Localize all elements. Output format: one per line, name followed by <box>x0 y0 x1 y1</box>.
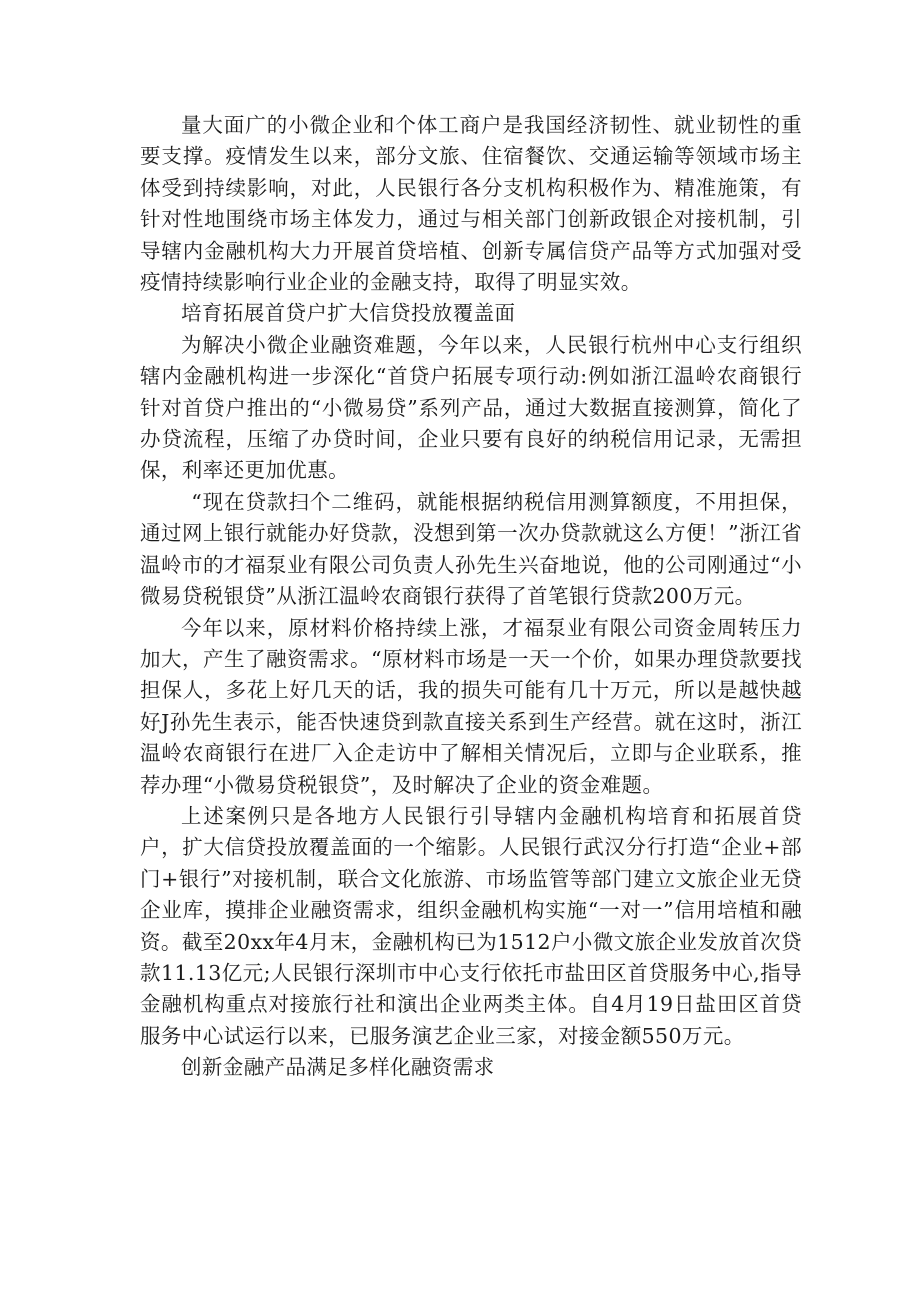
paragraph-caifu: 今年以来，原材料价格持续上涨，才福泵业有限公司资金周转压力加大，产生了融资需求。“原材料市场是一天一个价，如果办理贷款要找担保人，多花上好几天的话，我的损失可能有几十万元，所以是越快越好J孙先生表示，能否快速贷到款直接关系到生产经营。就在这时，浙江温岭农商银行在进厂入企走访中了解相关情况后，立即与企业联系，推荐办理“小微易贷税银贷”，及时解决了企业的资金难题。 <box>140 615 802 797</box>
paragraph-intro: 量大面广的小微企业和个体工商户是我国经济韧性、就业韧性的重要支撑。疫情发生以来，部分文旅、住宿餐饮、交通运输等领域市场主体受到持续影响，对此，人民银行各分支机构积极作为、精准施策，有针对性地围绕市场主体发力，通过与相关部门创新政银企对接机制，引导辖内金融机构大力开展首贷培植、创新专属信贷产品等方式加强对受疫情持续影响行业企业的金融支持，取得了明显实效。 <box>140 113 802 295</box>
section-heading-products: 创新金融产品满足多样化融资需求 <box>181 1055 495 1080</box>
paragraph-hangzhou: 为解决小微企业融资难题，今年以来，人民银行杭州中心支行组织辖内金融机构进一步深化“首贷户拓展专项行动:例如浙江温岭农商银行针对首贷户推出的“小微易贷”系列产品，通过大数据直接测算，简化了办贷流程，压缩了办贷时间，企业只要有良好的纳税信用记录，无需担保，利率还更加优惠。 <box>140 332 802 483</box>
paragraph-cases: 上述案例只是各地方人民银行引导辖内金融机构培育和拓展首贷户，扩大信贷投放覆盖面的一个缩影。人民银行武汉分行打造“企业+部门+银行”对接机制，联合文化旅游、市场监管等部门建立文旅企业无贷企业库，摸排企业融资需求，组织金融机构实施“一对一”信用培植和融资。截至20xx年4月末，金融机构已为1512户小微文旅企业发放首次贷款11.13亿元;人民银行深圳市中心支行依托市盐田区首贷服务中心,指导金融机构重点对接旅行社和演出企业两类主体。自4月19日盐田区首贷服务中心试运行以来，已服务演艺企业三家，对接金额550万元。 <box>140 803 802 1048</box>
paragraph-quote: “现在贷款扫个二维码，就能根据纳税信用测算额度，不用担保，通过网上银行就能办好贷款，没想到第一次办贷款就这么方便！”浙江省温岭市的才福泵业有限公司负责人孙先生兴奋地说，他的公司刚通过“小微易贷税银贷”从浙江温岭农商银行获得了首笔银行贷款200万元。 <box>140 489 802 609</box>
section-heading-first-loan: 培育拓展首贷户扩大信贷投放覆盖面 <box>181 301 516 326</box>
